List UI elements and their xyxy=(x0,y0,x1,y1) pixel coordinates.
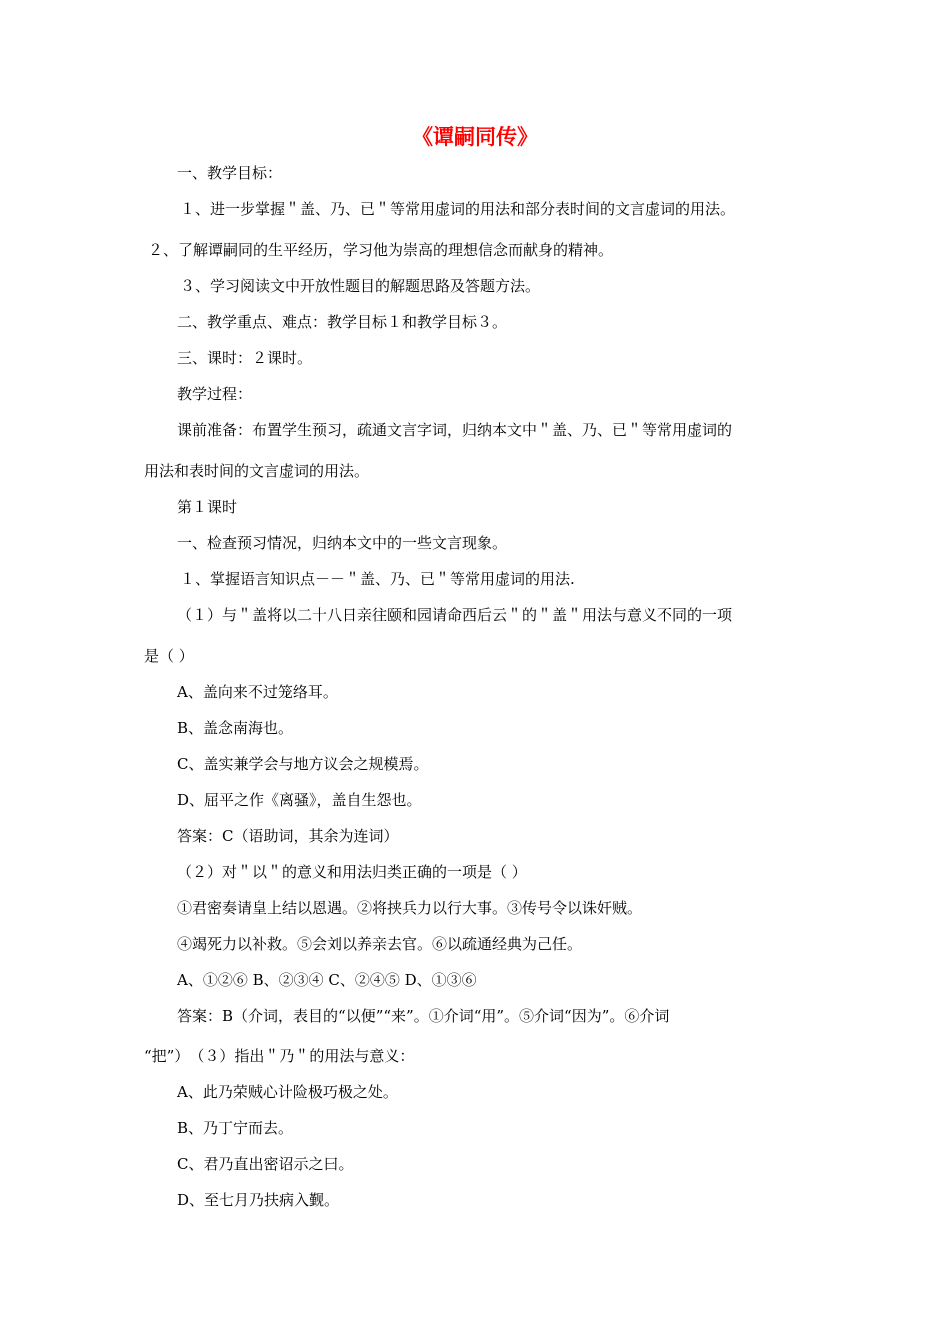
text-line: 用法和表时间的文言虚词的用法。 xyxy=(144,462,370,480)
text-line: ３、学习阅读文中开放性题目的解题思路及答题方法。 xyxy=(180,277,541,295)
text-line: 第１课时 xyxy=(177,498,238,516)
text-line: （１）与＂盖将以二十八日亲往颐和园请命西后云＂的＂盖＂用法与意义不同的一项 xyxy=(177,606,733,624)
text-line: 一、检查预习情况，归纳本文中的一些文言现象。 xyxy=(177,534,508,552)
text-line: A、此乃荣贼心计险极巧极之处。 xyxy=(177,1083,398,1101)
text-line: ２、了解谭嗣同的生平经历，学习他为崇高的理想信念而献身的精神。 xyxy=(148,241,614,259)
text-line: B、乃丁宁而去。 xyxy=(177,1119,294,1137)
text-line: D、至七月乃扶病入觐。 xyxy=(177,1191,340,1209)
text-line: A、①②⑥ B、②③④ C、②④⑤ D、①③⑥ xyxy=(177,971,477,989)
document-title: 《谭嗣同传》 xyxy=(412,125,538,149)
text-line: 答案：B（介词，表目的“以便”“来”。①介词“用”。⑤介词“因为”。⑥介词 xyxy=(177,1007,670,1025)
text-line: B、盖念南海也。 xyxy=(177,719,294,737)
text-line: “把”） （３）指出＂乃＂的用法与意义： xyxy=(144,1047,415,1065)
text-line: C、盖实兼学会与地方议会之规模焉。 xyxy=(177,755,429,773)
text-line: １、进一步掌握＂盖、乃、已＂等常用虚词的用法和部分表时间的文言虚词的用法。 xyxy=(180,200,736,218)
text-line: ①君密奏请皇上结以恩遇。②将挟兵力以行大事。③传号令以诛奸贼。 xyxy=(177,899,643,917)
text-line: 三、课时：２课时。 xyxy=(177,349,313,367)
text-line: １、掌握语言知识点－－＂盖、乃、已＂等常用虚词的用法. xyxy=(180,570,575,588)
text-line: 教学过程： xyxy=(177,385,253,403)
text-line: （２）对＂以＂的意义和用法归类正确的一项是（ ） xyxy=(177,863,527,881)
text-line: 二、教学重点、难点：教学目标１和教学目标３。 xyxy=(177,313,508,331)
text-line: 是（ ） xyxy=(144,647,194,665)
text-line: 课前准备：布置学生预习，疏通文言字词，归纳本文中＂盖、乃、已＂等常用虚词的 xyxy=(177,421,733,439)
text-line: 一、教学目标： xyxy=(177,164,283,182)
text-line: C、君乃直出密诏示之曰。 xyxy=(177,1155,354,1173)
text-line: 答案：C（语助词，其余为连词） xyxy=(177,827,399,845)
text-line: ④竭死力以补救。⑤会刘以养亲去官。⑥以疏通经典为己任。 xyxy=(177,935,583,953)
text-line: A、盖向来不过笼络耳。 xyxy=(177,683,338,701)
text-line: D、屈平之作《离骚》，盖自生怨也。 xyxy=(177,791,422,809)
